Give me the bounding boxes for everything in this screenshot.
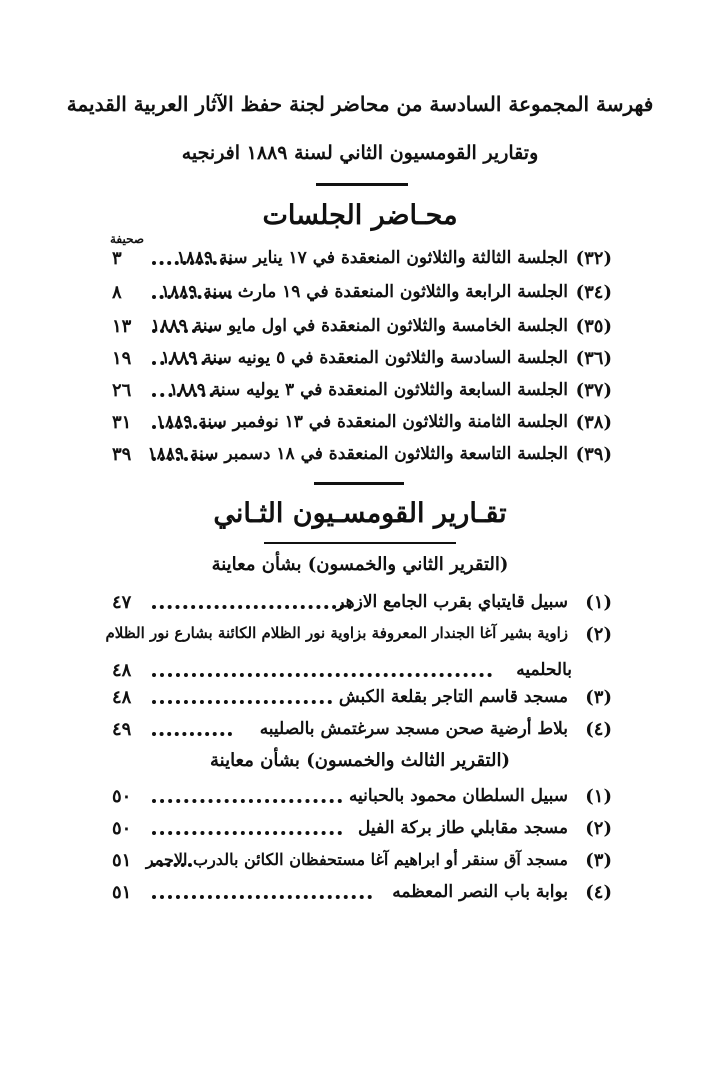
page-number: ٥٠ — [112, 818, 132, 839]
leader-dots — [152, 295, 232, 299]
list-item — [112, 348, 612, 380]
item-number: (٢) — [585, 818, 612, 839]
page-number: ٥١ — [112, 882, 132, 903]
leader-dots — [152, 329, 212, 333]
list-item — [112, 818, 612, 850]
item-number: (١) — [585, 786, 612, 807]
list-item — [112, 316, 612, 348]
item-number: (٤) — [585, 719, 612, 740]
list-item — [112, 282, 612, 314]
item-text: الجلسة التاسعة والثلاثون المنعقدة في ١٨ دسمبر سنة ١٨٨٩ — [147, 444, 568, 464]
page-number: ٣١ — [112, 412, 132, 433]
list-item — [112, 248, 612, 280]
header-line-2: وتقارير القومسيون الثاني لسنة ١٨٨٩ افرنجيه — [181, 142, 539, 164]
page-number: ١٩ — [112, 348, 132, 369]
item-number: (٣٢) — [575, 248, 612, 269]
leader-dots — [152, 831, 342, 835]
item-text: الجلسة السادسة والثلاثون المنعقدة في ٥ يونيه سنة ١٨٨٩ — [160, 348, 568, 368]
list-item — [112, 444, 612, 476]
item-text-continued: بالحلميه — [516, 660, 572, 680]
item-text: بوابة باب النصر المعظمه — [392, 882, 568, 902]
report-heading: (التقرير الثاني والخمسون) بشأن معاينة — [211, 554, 509, 575]
header-line-1: فهرسة المجموعة السادسة من محاضر لجنة حفظ الآثار العربية القديمة — [66, 92, 654, 116]
item-text: مسجد مقابلي طاز بركة الفيل — [357, 818, 568, 838]
page-number: ٥١ — [112, 850, 132, 871]
item-number: (٤) — [585, 882, 612, 903]
item-number: (٣٦) — [575, 348, 612, 369]
leader-dots — [152, 799, 342, 803]
item-number: (٣) — [585, 687, 612, 708]
item-text: مسجد آق سنقر أو ابراهيم آغا مستحفظان الكائن بالدرب الاحمر — [145, 850, 568, 869]
item-text: الجلسة الخامسة والثلاثون المنعقدة في اول مايو سنة ١٨٨٩ — [151, 316, 568, 336]
section-title-reports: تقـارير القومسـيون الثـاني — [213, 498, 507, 529]
leader-dots — [152, 425, 222, 429]
item-text: سبيل قايتباي بقرب الجامع الازهر — [336, 592, 568, 612]
item-text: الجلسة الثامنة والثلاثون المنعقدة في ١٣ نوفمبر سنة ١٨٨٩ — [155, 412, 568, 432]
section-title-sessions: محـاضر الجلسات — [262, 200, 458, 231]
item-number: (٣) — [585, 850, 612, 871]
list-item — [112, 412, 612, 444]
divider — [314, 482, 404, 485]
list-item — [112, 850, 612, 882]
page-number: ٢٦ — [112, 380, 132, 401]
leader-dots — [152, 361, 222, 365]
divider — [264, 542, 456, 544]
leader-dots — [152, 895, 372, 899]
list-item — [105, 624, 612, 688]
page-number: ٤٧ — [112, 592, 132, 613]
page-number: ٤٩ — [112, 719, 132, 740]
item-text: الجلسة السابعة والثلاثون المنعقدة في ٣ يوليه سنة ١٨٨٩ — [169, 380, 568, 400]
list-item — [112, 687, 612, 719]
item-text: الجلسة الرابعة والثلاثون المنعقدة في ١٩ مارث سنة ١٨٨٩ — [160, 282, 568, 302]
list-item — [112, 882, 612, 914]
leader-dots — [152, 605, 352, 609]
page-column-label: صحيفة — [110, 232, 145, 246]
leader-dots — [152, 393, 222, 397]
item-number: (٣٤) — [575, 282, 612, 303]
page-number: ٤٨ — [112, 660, 132, 681]
page-number: ٤٨ — [112, 687, 132, 708]
list-item — [112, 592, 612, 624]
divider — [316, 183, 408, 186]
page-number: ١٣ — [112, 316, 132, 337]
page-number: ٣ — [112, 248, 122, 269]
item-number: (١) — [585, 592, 612, 613]
item-text: زاوية بشير آغا الجندار المعروفة بزاوية نور الظلام الكائنة بشارع نور الظلام — [105, 624, 568, 642]
item-number: (٢) — [585, 624, 612, 645]
item-number: (٣٨) — [575, 412, 612, 433]
item-number: (٣٥) — [575, 316, 612, 337]
item-text: سبيل السلطان محمود بالحبانيه — [348, 786, 568, 806]
leader-dots — [152, 673, 492, 677]
page-number: ٣٩ — [112, 444, 132, 465]
leader-dots — [152, 700, 332, 704]
leader-dots — [152, 261, 232, 265]
list-item — [112, 719, 612, 751]
list-item — [112, 786, 612, 818]
leader-dots — [152, 457, 212, 461]
item-number: (٣٧) — [575, 380, 612, 401]
item-text: بلاط أرضية صحن مسجد سرغتمش بالصليبه — [259, 719, 568, 739]
leader-dots — [152, 732, 232, 736]
item-number: (٣٩) — [575, 444, 612, 465]
item-text: مسجد قاسم التاجر بقلعة الكبش — [338, 687, 568, 707]
report-heading: (التقرير الثالث والخمسون) بشأن معاينة — [209, 750, 510, 771]
leader-dots — [152, 863, 192, 867]
page-number: ٥٠ — [112, 786, 132, 807]
item-text: الجلسة الثالثة والثلاثون المنعقدة في ١٧ يناير سنة ١٨٨٩ — [176, 248, 568, 268]
page-number: ٨ — [112, 282, 122, 303]
list-item — [112, 380, 612, 412]
